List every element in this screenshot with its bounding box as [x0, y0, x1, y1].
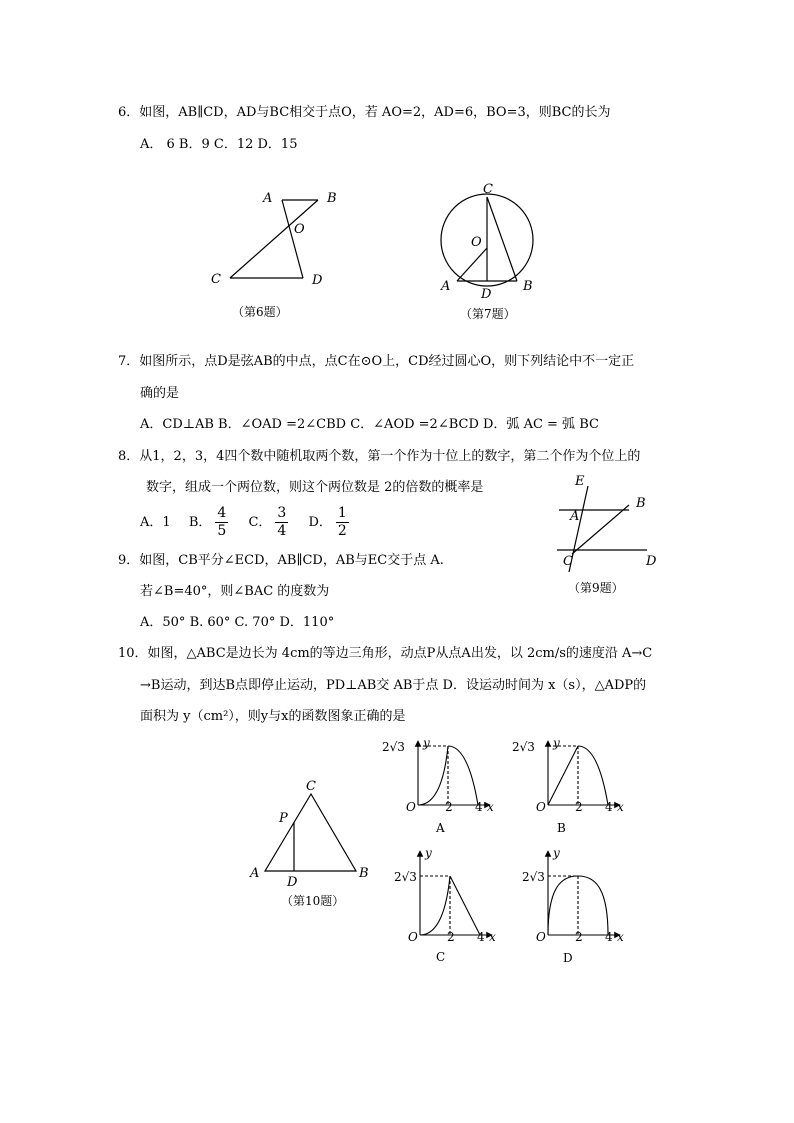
graph-d-label: D — [563, 951, 573, 965]
fig9-caption: （第9题） — [568, 581, 624, 595]
fig9-label-b: B — [636, 496, 646, 511]
graph-c-xlabel: x — [489, 930, 496, 944]
graph-a-x2: 2 — [445, 800, 453, 814]
q8-text-1: 8．从1，2，3，4四个数中随机取两个数，第一个作为十位上的数字，第二个作为个位上的 — [118, 449, 641, 464]
q7-text-1: 7．如图所示，点D是弦AB的中点，点C在⊙O上，CD经过圆心O，则下列结论中不一定正 — [118, 354, 635, 369]
graph-b-ymax: 2√3 — [512, 740, 535, 754]
fig7-label-c: C — [483, 182, 493, 197]
graph-d — [522, 846, 648, 966]
fig7-label-a: A — [441, 279, 451, 294]
q8-fraction-d: $\frac{1}{2}$ — [337, 505, 347, 539]
fig7-label-d: D — [481, 287, 492, 302]
graph-b-ylabel: y — [553, 736, 560, 750]
fig6-label-c: C — [211, 272, 221, 287]
q10-text-2: →B运动，到达B点即停止运动，PD⊥AB交 AB于点 D．设运动时间为 x（s），△ADP的 — [140, 678, 647, 693]
graph-d-xlabel: x — [617, 930, 624, 944]
q8-option-b: B． — [188, 515, 212, 530]
q8-option-c: C． — [248, 515, 272, 530]
graph-d-x4: 4 — [605, 930, 613, 944]
graph-b-xlabel: x — [617, 800, 624, 814]
fig9-label-a: A — [570, 509, 580, 524]
fig6-caption: （第6题） — [232, 305, 288, 319]
q9-text-2: 若∠B=40°，则∠BAC 的度数为 — [140, 584, 330, 599]
q7-options: A．CD⊥AB B．∠OAD =2∠CBD C．∠AOD =2∠BCD D．弧 AC = 弧 BC — [140, 417, 599, 432]
graph-a-xlabel: x — [487, 800, 494, 814]
graph-a-x4: 4 — [475, 800, 483, 814]
graph-b-x4: 4 — [605, 800, 613, 814]
fig7-label-o: O — [471, 235, 482, 250]
graph-d-ymax: 2√3 — [522, 870, 545, 884]
graph-c — [394, 846, 520, 966]
graph-a — [382, 736, 518, 836]
fig6-label-a: A — [263, 191, 273, 206]
graph-d-x2: 2 — [575, 930, 583, 944]
graph-a-label: A — [436, 821, 445, 835]
fig10-label-d: D — [287, 875, 298, 890]
fig10-label-b: B — [359, 866, 369, 881]
fig10-caption: （第10题） — [281, 894, 345, 908]
q8-option-d: D． — [308, 515, 332, 530]
graph-b-origin: O — [536, 800, 546, 814]
q9-options: A．50° B. 60° C. 70° D．110° — [140, 615, 335, 630]
q10-text-3: 面积为 y（cm²），则y与x的函数图象正确的是 — [140, 709, 406, 724]
graph-c-ymax: 2√3 — [394, 870, 417, 884]
fig10-label-c: C — [306, 779, 316, 794]
fig6-label-o: O — [294, 222, 305, 237]
graph-a-ylabel: y — [423, 736, 430, 750]
graph-d-ylabel: y — [553, 846, 560, 860]
q8-fraction-b: $\frac{4}{5}$ — [217, 505, 227, 539]
graph-c-label: C — [436, 950, 446, 964]
q9-text-1: 9．如图，CB平分∠ECD，AB∥CD，AB与EC交于点 A. — [118, 553, 444, 568]
fig7-caption: （第7题） — [460, 307, 516, 321]
q10-text-1: 10．如图，△ABC是边长为 4cm的等边三角形，动点P从点A出发，以 2cm/s的速度沿 A→C — [118, 646, 653, 661]
q8-fraction-c: $\frac{3}{4}$ — [277, 505, 287, 539]
graph-a-origin: O — [406, 800, 416, 814]
graph-c-x2: 2 — [447, 930, 455, 944]
fig10-label-a: A — [250, 866, 260, 881]
fig10-label-p: P — [279, 811, 288, 826]
graph-b-x2: 2 — [575, 800, 583, 814]
q7-text-2: 确的是 — [140, 386, 180, 401]
graph-c-origin: O — [408, 930, 418, 944]
fig6-label-b: B — [327, 191, 337, 206]
graph-b — [512, 736, 648, 836]
q6-text: 6．如图，AB∥CD，AD与BC相交于点O，若 AO=2，AD=6，BO=3，则BC的长为 — [118, 105, 611, 120]
graph-c-x4: 4 — [477, 930, 485, 944]
graph-d-origin: O — [536, 930, 546, 944]
graph-c-ylabel: y — [425, 846, 432, 860]
fig9-label-c: C — [563, 554, 573, 569]
graph-b-label: B — [557, 821, 566, 835]
fig9-label-d: D — [646, 554, 657, 569]
q8-option-a: A．1 — [140, 515, 171, 530]
q8-text-2: 数字，组成一个两位数，则这个两位数是 2的倍数的概率是 — [146, 480, 484, 495]
graph-a-ymax: 2√3 — [382, 740, 405, 754]
fig6-label-d: D — [312, 273, 323, 288]
q6-options: A． 6 B．9 C．12 D．15 — [140, 137, 298, 152]
fig7-label-b: B — [523, 279, 533, 294]
fig9-label-e: E — [575, 474, 585, 489]
